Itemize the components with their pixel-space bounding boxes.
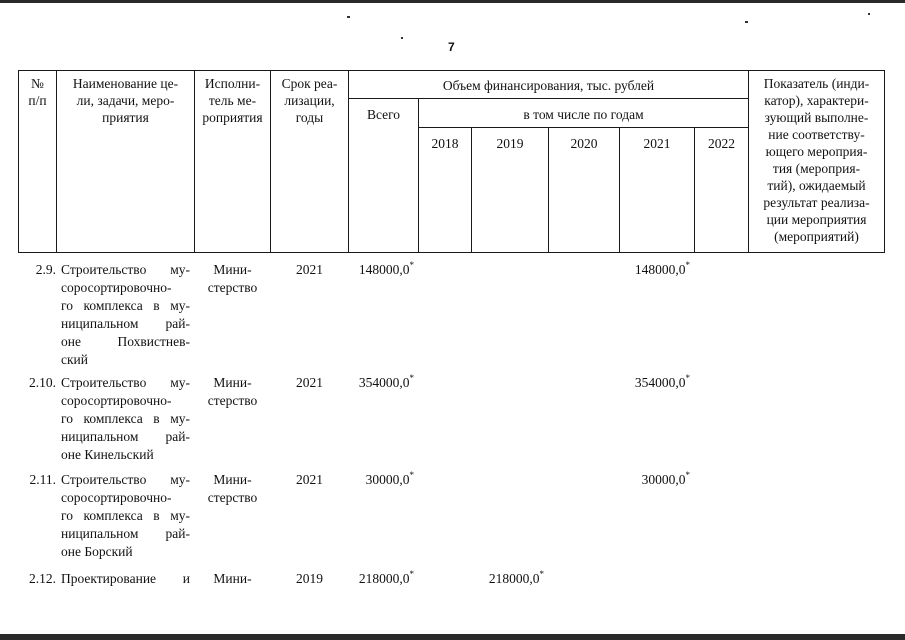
footnote-asterisk: * bbox=[409, 260, 414, 270]
header-year-2021: 2021 bbox=[643, 136, 671, 151]
row-total bbox=[348, 570, 414, 588]
row-name-line: Строительство му- bbox=[61, 472, 190, 487]
row-executor: Мини- стерство bbox=[207, 262, 258, 295]
row-year-2021-value bbox=[619, 374, 690, 392]
row-term: 2021 bbox=[296, 472, 323, 487]
scan-speck bbox=[347, 16, 350, 18]
row-name-line: Строительство му- bbox=[61, 262, 190, 277]
column-rule bbox=[884, 70, 885, 253]
row-total-value: 148000,0 bbox=[358, 262, 410, 277]
row-name-line: оне Борский bbox=[61, 544, 133, 559]
header-indicator: Показатель (инди- катор), характери- зующий выполне- ние соответству- ющего мероприя- тия (мероприя- тий), ожидаемый результат реализа- ции мероприятия (мероприятий) bbox=[763, 76, 870, 244]
row-year-2019-value bbox=[471, 570, 544, 588]
header-year-2022: 2022 bbox=[708, 136, 735, 151]
row-executor: Мини- стерство bbox=[207, 375, 258, 408]
header-by-year: в том числе по годам bbox=[523, 107, 644, 122]
funding-subheader-rule bbox=[348, 98, 748, 99]
row-executor: Мини- bbox=[213, 571, 252, 586]
header-bottom-rule bbox=[18, 252, 884, 253]
row-term: 2021 bbox=[296, 375, 323, 390]
row-year-value: 218000,0 bbox=[488, 571, 540, 586]
row-number: 2.11. bbox=[29, 472, 56, 487]
row-name-line: ниципальном рай- bbox=[61, 429, 190, 444]
footnote-asterisk: * bbox=[685, 373, 690, 383]
row-name-line: го комплекса в му- bbox=[61, 411, 190, 426]
footnote-asterisk: * bbox=[409, 569, 414, 579]
header-year-2018: 2018 bbox=[431, 136, 459, 151]
row-number: 2.9. bbox=[35, 262, 56, 277]
row-name-line: го комплекса в му- bbox=[61, 508, 190, 523]
years-subheader-rule bbox=[418, 127, 748, 128]
footnote-asterisk: * bbox=[685, 260, 690, 270]
header-num: № п/п bbox=[28, 76, 47, 108]
header-term: Срок реа- лизации, годы bbox=[281, 76, 338, 125]
row-number: 2.10. bbox=[29, 375, 56, 390]
row-number: 2.12. bbox=[29, 571, 56, 586]
row-name-line: соросортировочно- bbox=[61, 393, 172, 408]
row-name-line: ский bbox=[61, 352, 88, 367]
row-total-value: 30000,0 bbox=[365, 472, 410, 487]
header-funding: Объем финансирования, тыс. рублей bbox=[442, 78, 655, 93]
header-total: Всего bbox=[366, 107, 401, 122]
row-name bbox=[61, 471, 190, 561]
row-name-line: соросортировочно- bbox=[61, 280, 172, 295]
row-name-line: Строительство му- bbox=[61, 375, 190, 390]
row-name-line: ниципальном рай- bbox=[61, 526, 190, 541]
row-name bbox=[61, 261, 190, 369]
row-year-2021-value bbox=[619, 471, 690, 489]
row-total bbox=[348, 261, 414, 279]
header-year-2020: 2020 bbox=[570, 136, 598, 151]
row-total-value: 354000,0 bbox=[358, 375, 410, 390]
scan-bottom-border bbox=[0, 634, 905, 640]
row-name bbox=[61, 570, 190, 588]
row-year-value: 148000,0 bbox=[634, 262, 686, 277]
row-name-line: го комплекса в му- bbox=[61, 298, 190, 313]
table-top-rule bbox=[18, 70, 884, 71]
scan-speck bbox=[745, 21, 748, 23]
row-name-line: соросортировочно- bbox=[61, 490, 172, 505]
row-year-2021-value bbox=[619, 261, 690, 279]
row-name bbox=[61, 374, 190, 464]
row-name-line: оне Кинельский bbox=[61, 447, 154, 462]
footnote-asterisk: * bbox=[539, 569, 544, 579]
row-year-value: 354000,0 bbox=[634, 375, 686, 390]
column-rule bbox=[348, 70, 349, 253]
row-total bbox=[348, 471, 414, 489]
row-name-line: Проектирование и bbox=[61, 571, 190, 586]
footnote-asterisk: * bbox=[409, 470, 414, 480]
footnote-asterisk: * bbox=[685, 470, 690, 480]
row-total bbox=[348, 374, 414, 392]
row-term: 2019 bbox=[296, 571, 323, 586]
page-number: 7 bbox=[448, 40, 455, 54]
row-term: 2021 bbox=[296, 262, 323, 277]
row-total-value: 218000,0 bbox=[358, 571, 410, 586]
scan-top-border bbox=[0, 0, 905, 3]
footnote-asterisk: * bbox=[409, 373, 414, 383]
row-year-value: 30000,0 bbox=[641, 472, 686, 487]
header-name: Наименование це- ли, задачи, меро- приятия bbox=[72, 76, 179, 125]
header-executor: Исполни- тель ме- роприятия bbox=[202, 76, 263, 125]
row-name-line: оне Похвистнев- bbox=[61, 334, 190, 349]
header-year-2019: 2019 bbox=[496, 136, 524, 151]
scan-speck bbox=[868, 13, 870, 15]
row-name-line: ниципальном рай- bbox=[61, 316, 190, 331]
row-executor: Мини- стерство bbox=[207, 472, 258, 505]
scan-speck bbox=[401, 37, 403, 39]
